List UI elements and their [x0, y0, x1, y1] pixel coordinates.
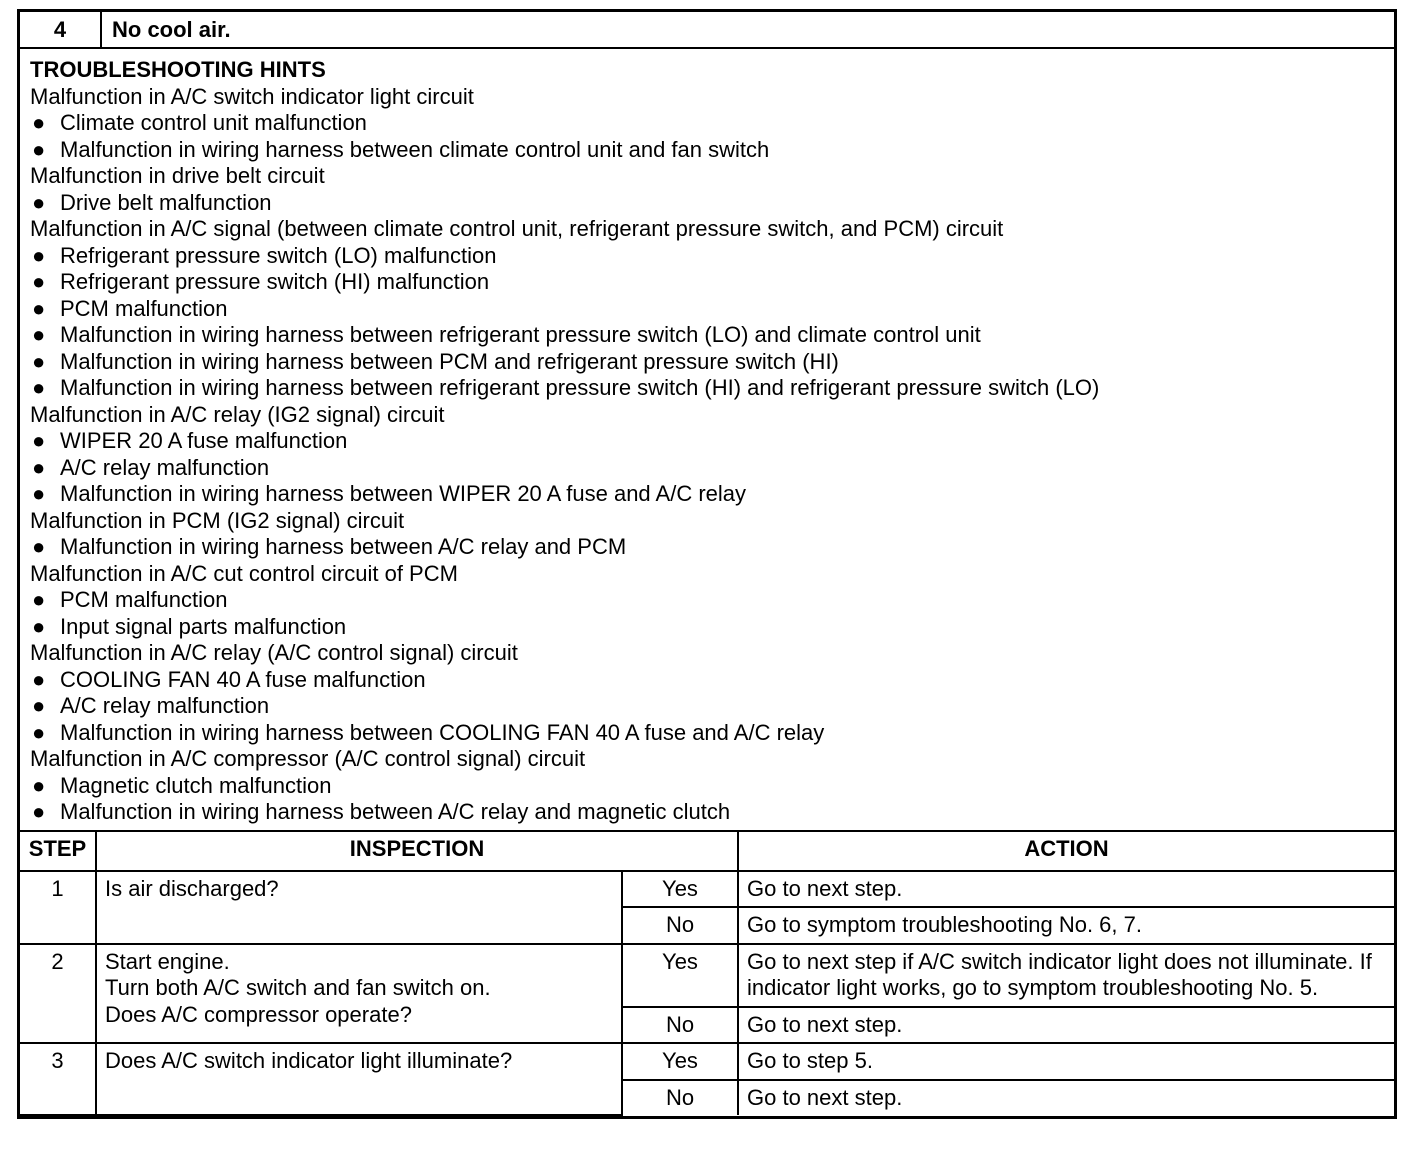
hint-item-text: Climate control unit malfunction: [60, 110, 367, 135]
bullet-icon: ●: [32, 348, 46, 374]
hint-item-text: Malfunction in wiring harness between climate control unit and fan switch: [60, 136, 770, 162]
bullet-icon: ●: [32, 189, 46, 215]
bullet-icon: ●: [32, 799, 46, 824]
hint-item-text: Malfunction in wiring harness between A/C relay and magnetic clutch: [60, 799, 731, 824]
hint-item-text: Malfunction in wiring harness between refrigerant pressure switch (LO) and climate control unit: [60, 322, 981, 347]
inspection-table: [20, 832, 1394, 1117]
bullet-icon: ●: [32, 454, 46, 480]
bullet-icon: ●: [32, 136, 46, 162]
hint-group: [30, 163, 1384, 216]
hint-item: [30, 375, 1384, 402]
table-header-row: [20, 832, 1394, 871]
hint-item-text: PCM malfunction: [60, 587, 228, 612]
troubleshooting-sheet: [17, 9, 1397, 1119]
step-number: 2: [20, 944, 96, 1044]
hint-item-text: Magnetic clutch malfunction: [60, 772, 332, 798]
bullet-icon: ●: [32, 613, 46, 639]
hint-item-text: Refrigerant pressure switch (HI) malfunction: [60, 269, 490, 294]
hint-item-text: Refrigerant pressure switch (LO) malfunction: [60, 242, 497, 268]
answer-label: No: [622, 1007, 738, 1044]
step-number: 1: [20, 871, 96, 944]
troubleshooting-hints: [20, 49, 1394, 832]
hint-group-heading: Malfunction in A/C cut control circuit of PCM: [30, 560, 458, 586]
symptom-header: [20, 12, 1394, 49]
hint-item: [30, 269, 1384, 296]
hint-item-text: A/C relay malfunction: [60, 693, 270, 718]
hint-item: [30, 587, 1384, 614]
hint-list: [30, 428, 1384, 508]
action-text: Go to next step.: [738, 1007, 1394, 1044]
hint-item: [30, 349, 1384, 376]
hint-item-text: WIPER 20 A fuse malfunction: [60, 428, 348, 453]
table-row: [20, 944, 1394, 1007]
hint-item: [30, 296, 1384, 323]
hint-item: [30, 693, 1384, 720]
action-text: Go to next step.: [738, 1080, 1394, 1116]
hint-list: [30, 534, 1384, 561]
symptom-number: 4: [20, 12, 102, 47]
hint-group-heading: Malfunction in drive belt circuit: [30, 163, 325, 188]
hint-group: [30, 84, 1384, 164]
action-text: Go to step 5.: [738, 1043, 1394, 1080]
inspection-line: Does A/C compressor operate?: [105, 1001, 412, 1027]
bullet-icon: ●: [32, 587, 46, 612]
hint-list: [30, 243, 1384, 402]
bullet-icon: ●: [32, 719, 46, 745]
table-row: [20, 1043, 1394, 1080]
bullet-icon: ●: [32, 666, 46, 692]
steps-body: [20, 871, 1394, 1116]
bullet-icon: ●: [32, 772, 46, 798]
hint-group: [30, 402, 1384, 508]
hint-item-text: Input signal parts malfunction: [60, 613, 347, 639]
hint-item: [30, 614, 1384, 641]
hint-group-heading: Malfunction in A/C signal (between climate control unit, refrigerant pressure switch, and PCM) circuit: [30, 216, 1004, 241]
step-inspection: [96, 944, 622, 1044]
answer-label: Yes: [622, 871, 738, 908]
answer-label: No: [622, 1080, 738, 1116]
column-header-action: ACTION: [738, 832, 1394, 871]
action-text: Go to next step.: [738, 871, 1394, 908]
hint-item: [30, 481, 1384, 508]
bullet-icon: ●: [32, 322, 46, 347]
hint-item: [30, 110, 1384, 137]
hint-group-heading: Malfunction in A/C relay (A/C control signal) circuit: [30, 640, 518, 665]
hint-item-text: Malfunction in wiring harness between COOLING FAN 40 A fuse and A/C relay: [60, 719, 825, 745]
hints-title: TROUBLESHOOTING HINTS: [30, 57, 326, 82]
answer-label: Yes: [622, 1043, 738, 1080]
hint-list: [30, 667, 1384, 747]
answer-label: Yes: [622, 944, 738, 1007]
hint-group-heading: Malfunction in A/C compressor (A/C control signal) circuit: [30, 746, 586, 771]
hint-item: [30, 534, 1384, 561]
hint-groups: [30, 84, 1384, 826]
hint-group: [30, 216, 1384, 402]
bullet-icon: ●: [32, 481, 46, 506]
step-inspection: [96, 871, 622, 944]
step-number: 3: [20, 1043, 96, 1115]
hint-item: [30, 190, 1384, 217]
hint-group: [30, 561, 1384, 641]
hint-item: [30, 455, 1384, 482]
hint-item: [30, 428, 1384, 455]
hint-item-text: Malfunction in wiring harness between A/C relay and PCM: [60, 534, 627, 559]
symptom-title: No cool air.: [112, 17, 231, 42]
bullet-icon: ●: [32, 110, 46, 135]
hint-list: [30, 587, 1384, 640]
hint-list: [30, 110, 1384, 163]
bullet-icon: ●: [32, 242, 46, 268]
hint-group-heading: Malfunction in A/C relay (IG2 signal) circuit: [30, 401, 445, 427]
hint-group: [30, 640, 1384, 746]
hint-item: [30, 799, 1384, 826]
hint-item-text: PCM malfunction: [60, 295, 228, 321]
bullet-icon: ●: [32, 428, 46, 453]
hint-item: [30, 243, 1384, 270]
hint-item-text: Malfunction in wiring harness between PCM and refrigerant pressure switch (HI): [60, 348, 839, 374]
inspection-line: Does A/C switch indicator light illuminate?: [105, 1048, 513, 1073]
inspection-line: Turn both A/C switch and fan switch on.: [105, 975, 491, 1000]
hint-group-heading: Malfunction in PCM (IG2 signal) circuit: [30, 507, 405, 533]
bullet-icon: ●: [32, 375, 46, 400]
inspection-line: Is air discharged?: [105, 875, 279, 901]
hint-item-text: Malfunction in wiring harness between refrigerant pressure switch (HI) and refrigerant pressure switch (LO): [60, 375, 1100, 400]
answer-label: No: [622, 907, 738, 944]
hint-list: [30, 190, 1384, 217]
action-text: Go to symptom troubleshooting No. 6, 7.: [738, 907, 1394, 944]
hint-item-text: A/C relay malfunction: [60, 454, 270, 480]
hint-group-heading: Malfunction in A/C switch indicator light circuit: [30, 83, 474, 109]
inspection-line: Start engine.: [105, 948, 230, 974]
hint-item-text: COOLING FAN 40 A fuse malfunction: [60, 666, 426, 692]
hint-item: [30, 137, 1384, 164]
hint-group: [30, 508, 1384, 561]
column-header-step: STEP: [20, 832, 96, 871]
bullet-icon: ●: [32, 534, 46, 559]
action-text: Go to next step if A/C switch indicator light does not illuminate. If indicator light works, go to symptom troubleshooting No. 5.: [738, 944, 1394, 1007]
column-header-inspection: INSPECTION: [96, 832, 738, 871]
bullet-icon: ●: [32, 269, 46, 294]
hint-item: [30, 773, 1384, 800]
step-inspection: [96, 1043, 622, 1115]
hint-item-text: Drive belt malfunction: [60, 189, 272, 215]
hint-group: [30, 746, 1384, 826]
hint-item: [30, 322, 1384, 349]
hint-item: [30, 720, 1384, 747]
hint-item: [30, 667, 1384, 694]
hint-item-text: Malfunction in wiring harness between WIPER 20 A fuse and A/C relay: [60, 481, 747, 506]
table-row: [20, 871, 1394, 908]
hint-list: [30, 773, 1384, 826]
bullet-icon: ●: [32, 693, 46, 718]
bullet-icon: ●: [32, 295, 46, 321]
